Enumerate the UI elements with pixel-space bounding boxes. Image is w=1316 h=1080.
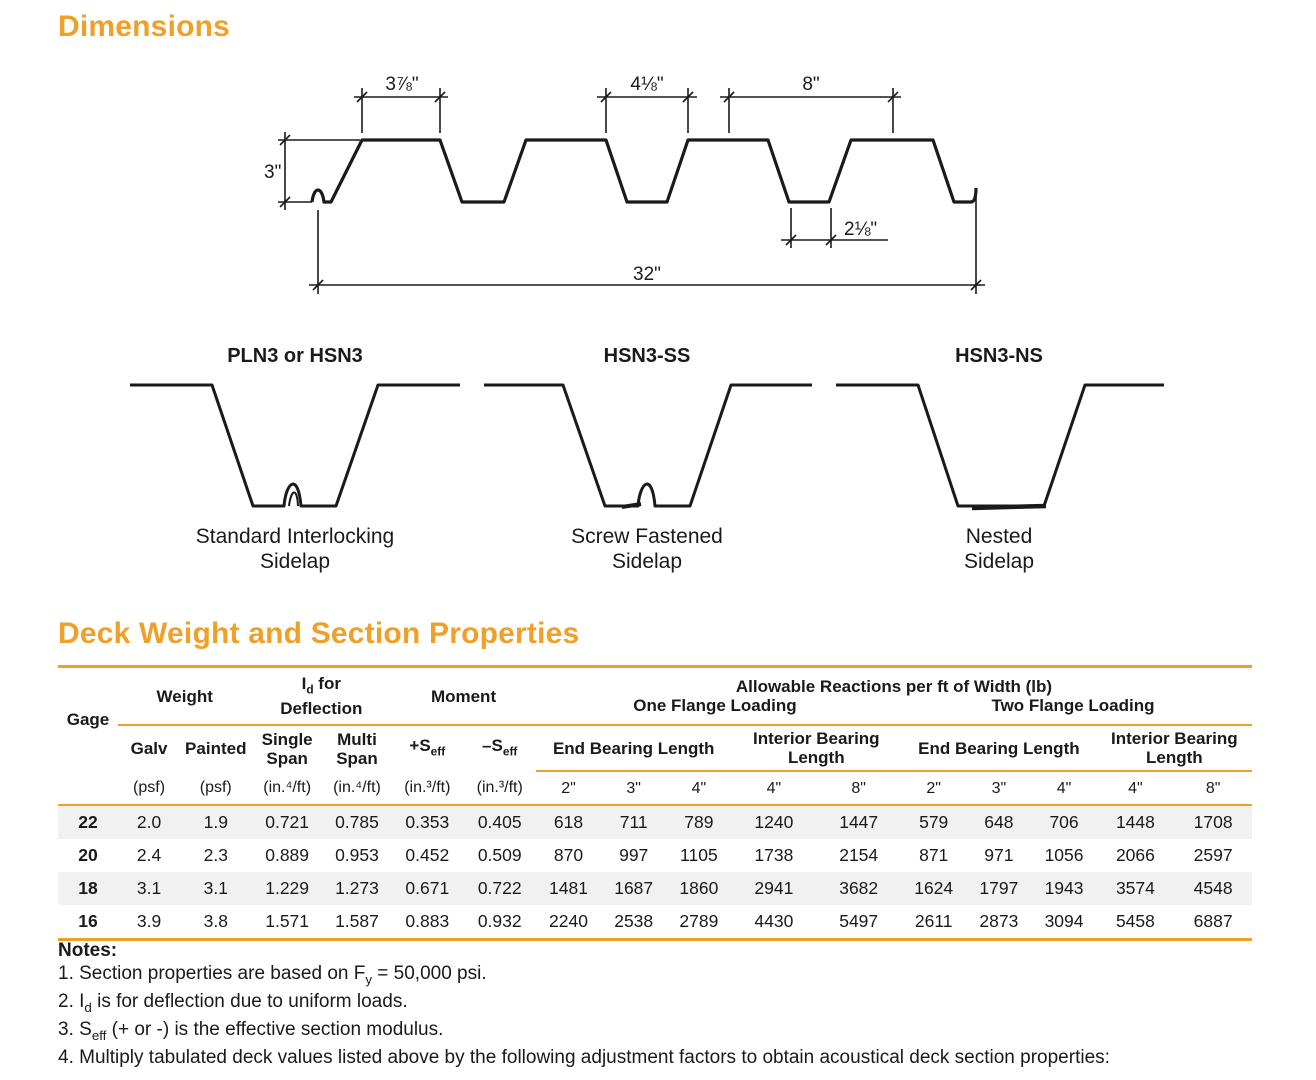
units-cell: 4"	[731, 771, 816, 805]
table-cell: 1708	[1174, 805, 1252, 839]
units-cell: 3"	[601, 771, 666, 805]
table-cell: 0.889	[265, 845, 310, 865]
table-cell: 2941	[731, 872, 816, 905]
table-cell: 0.932	[464, 905, 536, 940]
single-span-header: Single Span	[261, 729, 313, 768]
table-cell: 1240	[731, 805, 816, 839]
notes-heading: Notes:	[58, 940, 118, 961]
deck-properties-table	[58, 665, 1252, 941]
profile-name: HSN3-SS	[603, 345, 691, 367]
table-cell: 789	[666, 805, 731, 839]
table-cell: 1738	[754, 845, 794, 865]
table-cell: 3.1	[180, 872, 251, 905]
table-cell: 2240	[536, 905, 601, 940]
table-cell: 1797	[966, 872, 1031, 905]
units-cell: (in.³/ft)	[464, 771, 536, 805]
col-moment-header: Moment	[391, 667, 536, 726]
table-row	[58, 839, 1252, 872]
screw-fastened-profile	[484, 385, 812, 506]
note-item: 1. Section properties are based on $F_y = 50,000$ psi.	[58, 962, 487, 987]
table-cell: 2.0	[118, 805, 180, 839]
gage-cell: 16	[58, 905, 118, 940]
table-cell: 971	[984, 845, 1014, 865]
units-cell: 4"	[1097, 771, 1175, 805]
table-cell: 870	[553, 845, 584, 865]
table-cell: 0.671	[391, 872, 463, 905]
table-row	[58, 905, 1252, 940]
table-cell: 1.229	[251, 872, 322, 905]
table-cell: 1105	[680, 845, 718, 865]
dim-top-flange-label: 3⅞"	[385, 74, 419, 95]
table-cell: 0.452	[405, 845, 450, 865]
multi-span-header: Multi Span	[336, 729, 378, 768]
table-cell: 3.1	[118, 872, 180, 905]
table-cell: 1.9	[180, 805, 251, 839]
sidelap-profiles-diagram	[0, 330, 1316, 590]
plus-seff-header: $+S_{eff}$	[409, 735, 446, 759]
table-cell: 997	[619, 845, 649, 865]
table-cell: 3682	[816, 872, 901, 905]
end-bearing-header: End Bearing Length	[901, 725, 1097, 771]
table-cell: 2873	[966, 905, 1031, 940]
table-cell: 5458	[1097, 905, 1175, 940]
minus-seff-header: $-S_{eff}$	[482, 735, 518, 759]
table-cell: 1.273	[323, 872, 391, 905]
note-item: 3. $S_{eff}$ (+ or -) is the effective section modulus.	[58, 1019, 444, 1043]
table-body	[58, 805, 1252, 940]
table-cell: 1.587	[323, 905, 391, 940]
table-cell: 2538	[601, 905, 666, 940]
units-cell: 4"	[666, 771, 731, 805]
units-cell: 4"	[1031, 771, 1096, 805]
deck-profile-line	[312, 140, 976, 202]
table-cell: 3.8	[180, 905, 251, 940]
units-cell	[58, 771, 118, 805]
table-cell: 1481	[536, 872, 601, 905]
table-cell: 0.353	[391, 805, 463, 839]
profile-caption: Sidelap	[963, 550, 1035, 573]
units-cell: (in.⁴/ft)	[251, 771, 322, 805]
table-cell: 0.785	[323, 805, 391, 839]
profile-name: HSN3-NS	[955, 345, 1043, 367]
table-cell: 1448	[1097, 805, 1175, 839]
table-row	[58, 872, 1252, 905]
col-deflection-header: $I_d$ for Deflection	[251, 667, 391, 726]
dimensions-title: Dimensions	[58, 10, 231, 43]
table-cell: 1687	[601, 872, 666, 905]
profile-name: PLN3 or HSN3	[227, 345, 363, 367]
profile-caption: Sidelap	[611, 550, 683, 573]
table-cell: 1.571	[251, 905, 322, 940]
table-cell: 1943	[1031, 872, 1096, 905]
table-cell: 0.883	[391, 905, 463, 940]
table-cell: 2.4	[136, 845, 162, 865]
table-cell: 0.405	[464, 805, 536, 839]
table-cell: 711	[601, 805, 666, 839]
table-cell: 2154	[839, 845, 879, 865]
units-cell: (psf)	[118, 771, 180, 805]
col-weight-header: Weight	[118, 667, 251, 726]
profile-caption: Screw Fastened	[571, 525, 723, 548]
col-gage-header: Gage	[58, 667, 118, 772]
table-cell: 1860	[666, 872, 731, 905]
painted-header: Painted	[185, 739, 247, 758]
table-cell: 618	[536, 805, 601, 839]
deck-properties-title: Deck Weight and Section Properties	[58, 617, 580, 650]
table-cell: 0.722	[464, 872, 536, 905]
profile-caption: Sidelap	[259, 550, 331, 573]
table-cell: 3574	[1097, 872, 1175, 905]
table-cell: 579	[901, 805, 966, 839]
table-cell: 0.721	[251, 805, 322, 839]
galv-header: Galv	[130, 739, 168, 758]
dim-pitch-label: 8"	[802, 74, 820, 95]
table-cell: 6887	[1174, 905, 1252, 940]
table-cell: 648	[966, 805, 1031, 839]
gage-cell: 18	[58, 872, 118, 905]
standard-interlocking-lip	[289, 492, 298, 506]
gage-cell: 20	[78, 845, 98, 865]
note-item: 4. Multiply tabulated deck values listed above by the following adjustment factors to obtain acoustical deck section properties:	[58, 1047, 1110, 1069]
standard-interlocking-profile	[130, 385, 460, 506]
dim-top-flange-2-label: 4⅛"	[630, 74, 664, 95]
table-cell: 3094	[1031, 905, 1096, 940]
profile-caption: Standard Interlocking	[195, 525, 395, 548]
end-bearing-header: End Bearing Length	[536, 725, 732, 771]
dim-cover-width-label: 32"	[633, 264, 661, 285]
table-cell: 2066	[1115, 845, 1155, 865]
interior-bearing-header: Interior Bearing Length	[731, 725, 901, 771]
table-cell: 2597	[1193, 845, 1233, 865]
table-cell: 4548	[1174, 872, 1252, 905]
table-cell: 706	[1031, 805, 1096, 839]
table-cell: 0.953	[335, 845, 379, 865]
units-cell: 2"	[536, 771, 601, 805]
gage-cell: 22	[58, 805, 118, 839]
table-cell: 2.3	[203, 845, 228, 865]
table-cell: 1056	[1044, 845, 1084, 865]
units-cell: (psf)	[180, 771, 251, 805]
note-item: 2. $I_d$ is for deflection due to uniform loads.	[58, 990, 408, 1015]
dim-bottom-flange-label: 2⅛"	[844, 219, 878, 240]
units-cell: 2"	[901, 771, 966, 805]
two-flange-header: Two Flange Loading	[991, 696, 1155, 715]
profile-caption: Nested	[965, 525, 1033, 548]
units-cell: (in.⁴/ft)	[323, 771, 391, 805]
dim-depth-label: 3"	[264, 162, 282, 183]
table-cell: 0.509	[477, 845, 522, 865]
col-allowable-header: Allowable Reactions per ft of Width (lb) One Flange Loading Two Flange Loading	[536, 667, 1252, 726]
units-cell: 8"	[1174, 771, 1252, 805]
one-flange-header: One Flange Loading	[633, 696, 797, 715]
units-cell: 8"	[816, 771, 901, 805]
table-cell: 4430	[731, 905, 816, 940]
nested-lap	[972, 506, 1046, 508]
table-cell: 1447	[816, 805, 901, 839]
interior-bearing-header: Interior Bearing Length	[1097, 725, 1252, 771]
table-cell: 871	[919, 845, 949, 865]
nested-profile	[836, 385, 1164, 506]
table-cell: 2611	[901, 905, 966, 940]
notes-section	[58, 940, 1110, 1070]
table-cell: 3.9	[118, 905, 180, 940]
units-cell: 3"	[966, 771, 1031, 805]
units-cell: (in.³/ft)	[391, 771, 463, 805]
table-cell: 2789	[666, 905, 731, 940]
deck-dimension-diagram	[0, 50, 1316, 350]
table-cell: 5497	[816, 905, 901, 940]
table-row	[58, 805, 1252, 839]
table-cell: 1624	[901, 872, 966, 905]
